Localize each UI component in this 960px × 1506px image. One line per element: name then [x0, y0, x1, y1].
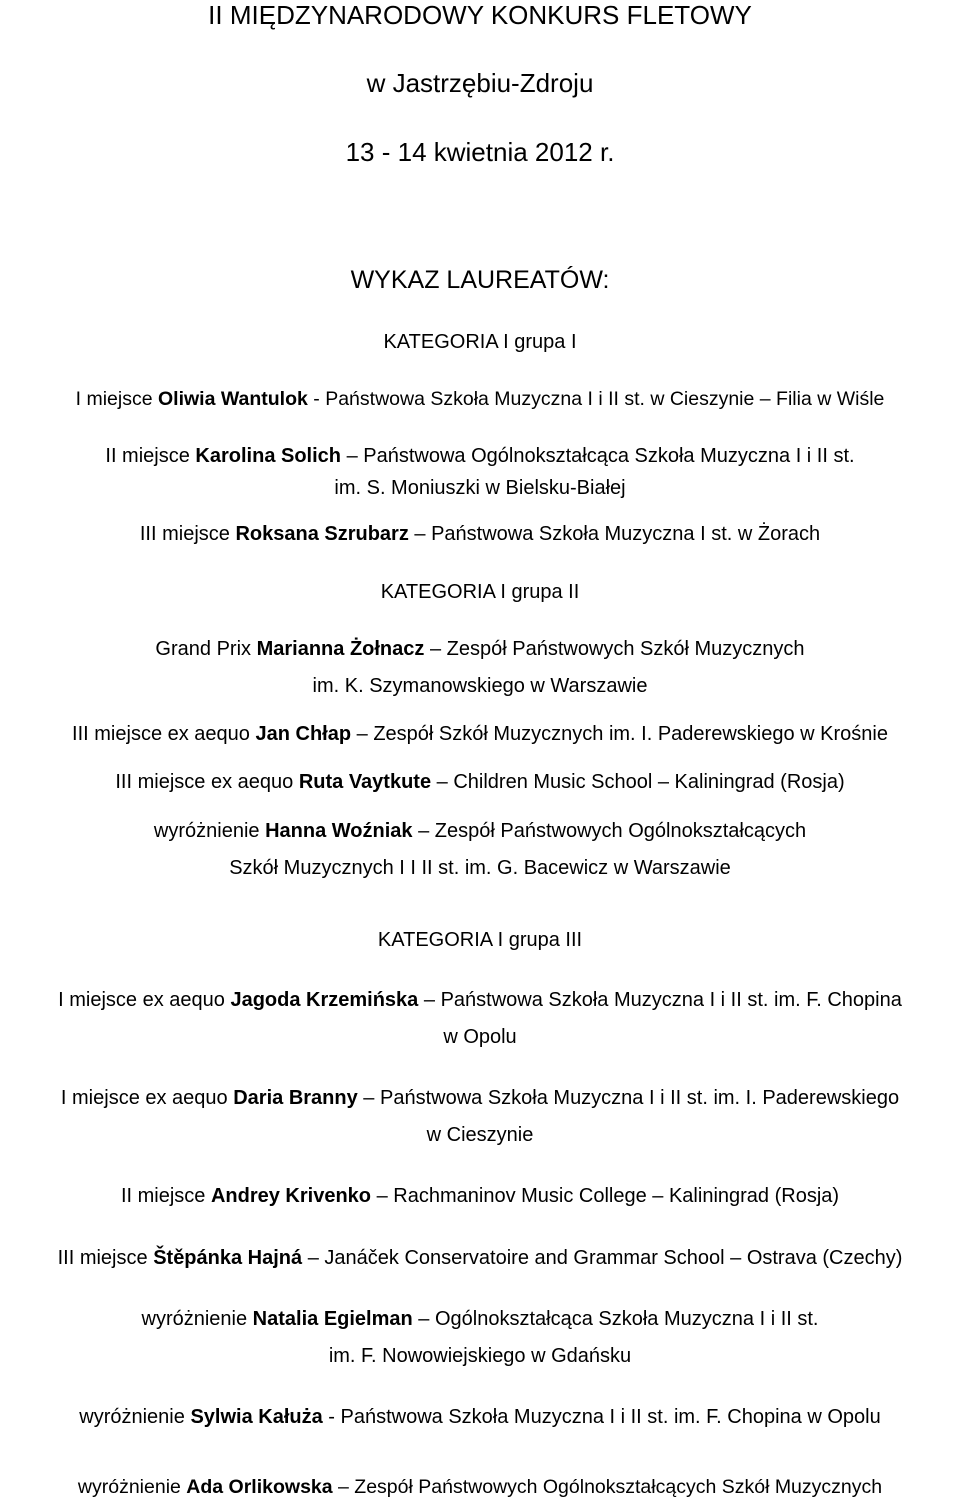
- place-label: II miejsce: [105, 445, 190, 467]
- school-name: Państwowa Szkoła Muzyczna I i II st. w Cieszynie – Filia w Wiśle: [325, 388, 885, 410]
- separator: –: [418, 989, 441, 1011]
- laureate-name: Natalia Egielman: [252, 1308, 413, 1330]
- laureate-entry: [0, 1248, 960, 1268]
- place-label: wyróżnienie: [153, 820, 260, 842]
- laureate-name: Sylwia Kałuża: [190, 1406, 323, 1428]
- school-name: Państwowa Szkoła Muzyczna I i II st. im. F. Chopina w Opolu: [340, 1406, 881, 1428]
- laureate-name: Karolina Solich: [195, 445, 342, 467]
- school-name: Janáček Conservatoire and Grammar School – Ostrava (Czechy): [324, 1247, 903, 1269]
- place-label: II miejsce: [120, 1185, 206, 1207]
- separator: –: [351, 723, 374, 745]
- school-name: Zespół Państwowych Ogólnokształcących: [434, 820, 807, 842]
- laureate-name: Jan Chłap: [255, 723, 352, 745]
- separator: –: [412, 820, 435, 842]
- list-title: WYKAZ LAUREATÓW:: [350, 266, 610, 294]
- place-label: III miejsce: [57, 1247, 148, 1269]
- school-name: Państwowa Szkoła Muzyczna I i II st. im. F. Chopina: [440, 989, 902, 1011]
- place-label: wyróżnienie: [77, 1476, 181, 1498]
- school-name-continued: Szkół Muzycznych I I II st. im. G. Bacewicz w Warszawie: [229, 857, 731, 879]
- laureate-name: Hanna Woźniak: [265, 820, 413, 842]
- place-label: wyróżnienie: [79, 1406, 185, 1428]
- school-name-continued: w Cieszynie: [426, 1124, 534, 1146]
- laureate-name: Ada Orlikowska: [186, 1476, 333, 1498]
- document-title: II MIĘDZYNARODOWY KONKURS FLETOWY: [208, 0, 752, 30]
- laureate-name: Ruta Vaytkute: [298, 771, 432, 793]
- school-name: Państwowa Szkoła Muzyczna I i II st. im. I. Paderewskiego: [379, 1087, 900, 1109]
- laureate-name: Jagoda Krzemińska: [230, 989, 419, 1011]
- separator: –: [332, 1476, 355, 1498]
- separator: –: [302, 1247, 325, 1269]
- category-heading: KATEGORIA I grupa III: [377, 929, 583, 951]
- laureate-entry: [0, 639, 960, 659]
- separator: –: [412, 1308, 435, 1330]
- separator: –: [424, 638, 447, 660]
- laureate-name: Roksana Szrubarz: [235, 523, 409, 545]
- laureate-entry: [0, 724, 960, 744]
- laureate-name: Andrey Krivenko: [210, 1185, 372, 1207]
- laureate-entry: [0, 446, 960, 466]
- separator: –: [408, 523, 432, 545]
- laureate-entry: [0, 772, 960, 792]
- laureate-entry: [0, 390, 960, 410]
- place-label: Grand Prix: [155, 638, 252, 660]
- school-name: Państwowa Ogólnokształcąca Szkoła Muzyczna I i II st.: [363, 445, 855, 467]
- school-name: Państwowa Szkoła Muzyczna I st. w Żorach: [431, 523, 821, 545]
- document-dates: 13 - 14 kwietnia 2012 r.: [345, 137, 615, 167]
- separator: -: [307, 388, 326, 410]
- laureate-name: Oliwia Wantulok: [157, 388, 308, 410]
- document-location: w Jastrzębiu-Zdroju: [366, 68, 594, 98]
- school-name: Zespół Szkół Muzycznych im. I. Paderewskiego w Krośnie: [373, 723, 888, 745]
- separator: –: [341, 445, 364, 467]
- school-name: Zespół Państwowych Szkół Muzycznych: [446, 638, 805, 660]
- laureate-entry: [0, 990, 960, 1010]
- laureate-entry: [0, 1478, 960, 1498]
- laureate-entry: [0, 1407, 960, 1427]
- place-label: I miejsce ex aequo: [58, 989, 225, 1011]
- school-name-continued: w Opolu: [443, 1026, 517, 1048]
- laureate-name: Daria Branny: [233, 1087, 358, 1109]
- separator: –: [357, 1087, 380, 1109]
- category-heading: KATEGORIA I grupa I: [383, 331, 577, 353]
- laureate-name: Marianna Żołnacz: [256, 638, 425, 660]
- school-name: Children Music School – Kaliningrad (Rosja): [453, 771, 845, 793]
- category-heading: KATEGORIA I grupa II: [380, 581, 580, 603]
- school-name: Zespół Państwowych Ogólnokształcących Szkół Muzycznych: [354, 1476, 883, 1498]
- place-label: III miejsce ex aequo: [72, 723, 250, 745]
- separator: –: [431, 771, 454, 793]
- place-label: wyróżnienie: [141, 1308, 248, 1330]
- laureate-entry: [0, 1088, 960, 1108]
- laureate-name: Štěpánka Hajná: [153, 1247, 303, 1269]
- laureate-entry: [0, 1186, 960, 1206]
- place-label: I miejsce ex aequo: [60, 1087, 228, 1109]
- school-name: Rachmaninov Music College – Kaliningrad (Rosja): [393, 1185, 840, 1207]
- separator: –: [371, 1185, 394, 1207]
- school-name: Ogólnokształcąca Szkoła Muzyczna I i II st.: [434, 1308, 819, 1330]
- school-name-continued: im. K. Szymanowskiego w Warszawie: [312, 675, 648, 697]
- school-name-continued: im. F. Nowowiejskiego w Gdańsku: [328, 1345, 632, 1367]
- separator: -: [322, 1406, 341, 1428]
- place-label: III miejsce: [139, 523, 230, 545]
- school-name-continued: im. S. Moniuszki w Bielsku-Białej: [334, 477, 626, 499]
- laureate-entry: [0, 524, 960, 544]
- place-label: III miejsce ex aequo: [115, 771, 294, 793]
- laureate-entry: [0, 1309, 960, 1329]
- place-label: I miejsce: [75, 388, 153, 410]
- laureate-entry: [0, 821, 960, 841]
